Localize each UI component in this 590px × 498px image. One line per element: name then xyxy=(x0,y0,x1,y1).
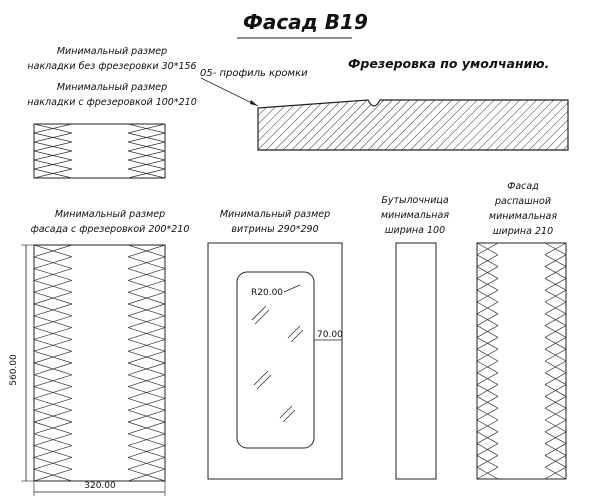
label-line: Минимальный размер xyxy=(56,46,168,57)
glass-reflections xyxy=(252,306,303,422)
label-line: Бутылочница xyxy=(381,195,449,206)
label-line: Минимальный размер xyxy=(54,209,166,220)
label-line: витрины 290*290 xyxy=(231,224,319,235)
swing-frame xyxy=(477,243,566,479)
overlay-sample-frame xyxy=(34,124,165,178)
label-line: Фасад xyxy=(507,181,539,192)
offset-dimension-text: 70.00 xyxy=(317,330,343,340)
label-line: фасада с фрезеровкой 200*210 xyxy=(30,224,190,235)
label-line: накладки без фрезеровки 30*156 xyxy=(27,61,197,72)
bottle-frame xyxy=(396,243,436,479)
width-dimension-text: 320.00 xyxy=(84,481,116,491)
label-line: накладки с фрезеровкой 100*210 xyxy=(27,97,197,108)
overlay-sample-hatching xyxy=(34,124,165,178)
label-line: распашной xyxy=(495,196,551,207)
facade-mill-frame xyxy=(34,245,165,481)
showcase-glass xyxy=(237,272,314,448)
default-mill-label: Фрезеровка по умолчанию. xyxy=(348,56,550,71)
edge-profile-leader xyxy=(201,78,258,106)
label-line: Минимальный размер xyxy=(219,209,331,220)
edge-profile-section xyxy=(258,100,568,150)
height-dimension-text: 560.00 xyxy=(9,354,19,386)
label-line: минимальная xyxy=(488,211,558,222)
drawing-title: Фасад В19 xyxy=(243,10,368,34)
facade-mill-hatching xyxy=(34,245,165,481)
radius-leader xyxy=(284,285,300,292)
label-line: ширина 100 xyxy=(384,225,446,236)
label-line: Минимальный размер xyxy=(56,82,168,93)
label-line: минимальная xyxy=(380,210,450,221)
label-line: ширина 210 xyxy=(492,226,554,237)
radius-dimension-text: R20.00 xyxy=(251,288,284,298)
showcase-frame xyxy=(208,243,342,479)
swing-hatching xyxy=(477,243,566,479)
edge-profile-arrowhead xyxy=(250,100,258,106)
edge-profile-label: 05- профиль кромки xyxy=(200,68,308,79)
